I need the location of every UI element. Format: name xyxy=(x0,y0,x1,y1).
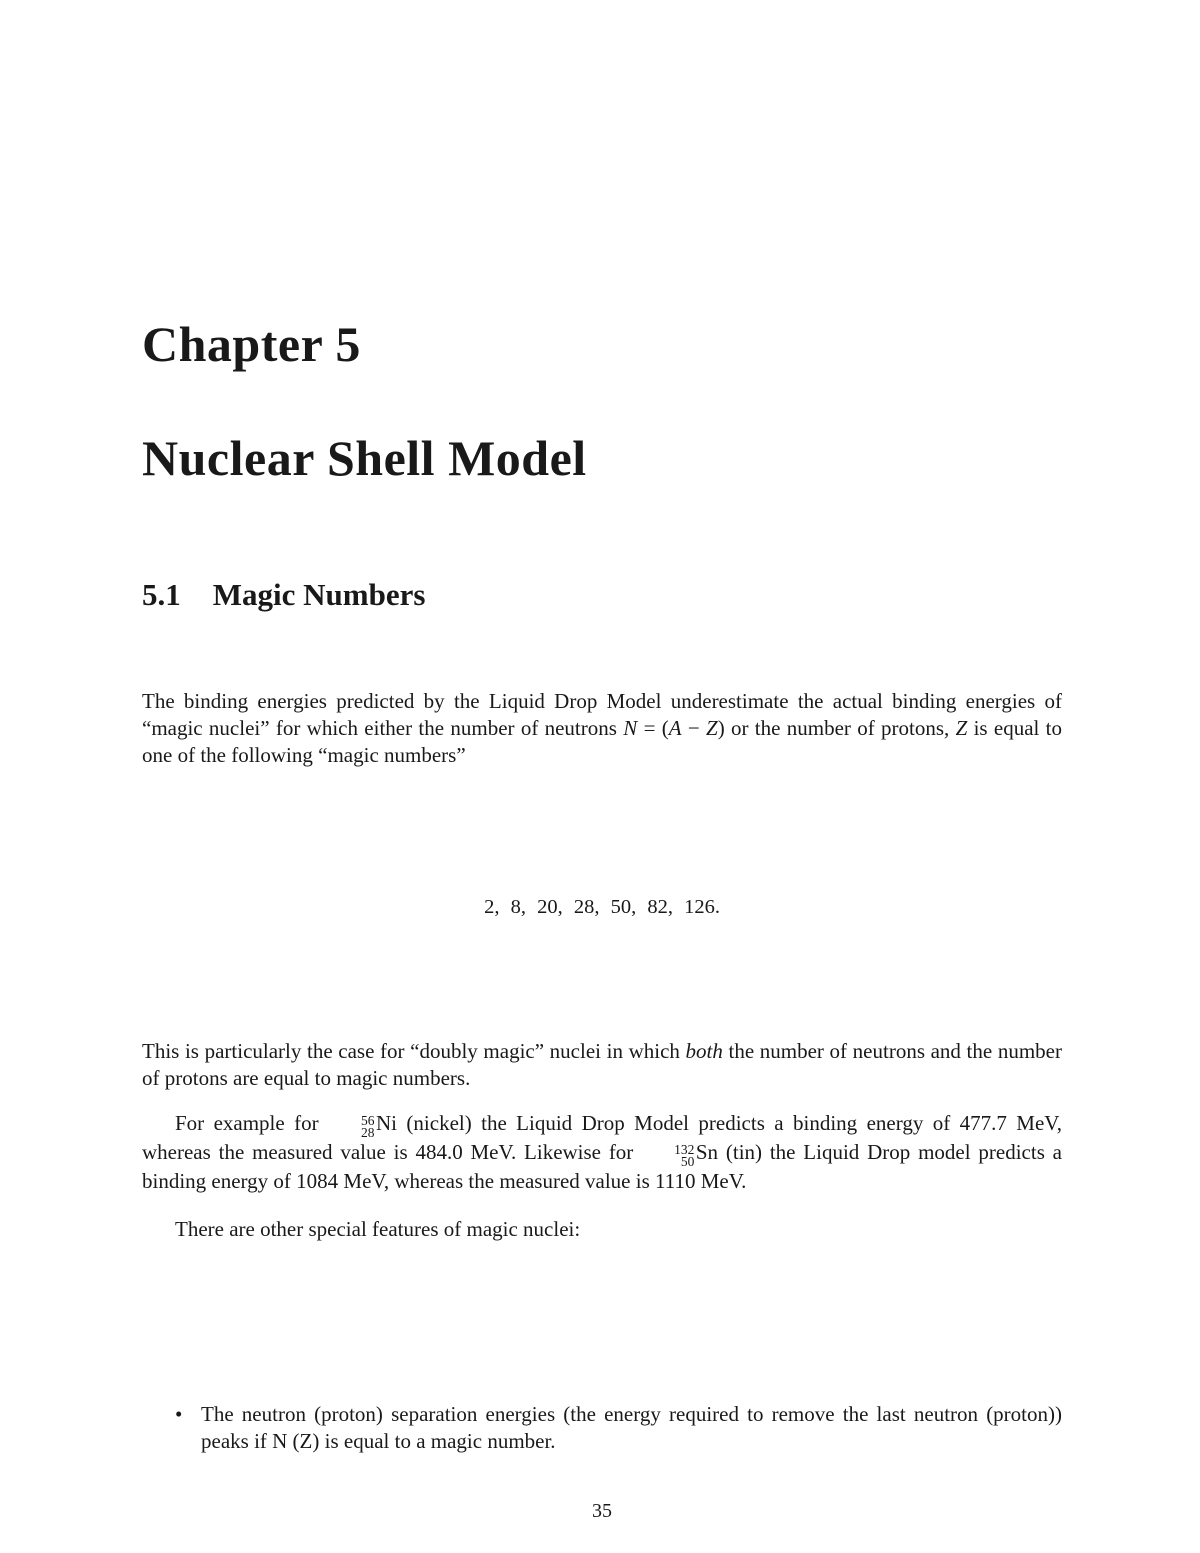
emphasis-both: both xyxy=(685,1039,723,1063)
math-var-N: N xyxy=(623,716,638,740)
isotope-tin-atomic-number: 50 xyxy=(680,1154,695,1169)
example-text-1: For example for xyxy=(175,1111,329,1135)
isotope-nickel xyxy=(328,1111,398,1140)
math-var-A: A xyxy=(668,716,682,740)
isotope-nickel-numbers xyxy=(328,1115,375,1139)
isotope-nickel-mass-number: 56 xyxy=(361,1113,375,1128)
intro-text-2: = ( xyxy=(637,716,669,740)
features-list xyxy=(142,1401,1062,1455)
intro-text-3: ) or the number of protons, xyxy=(717,716,956,740)
minus-sign: − xyxy=(681,716,707,740)
intro-text-4: is equal to one of the following “magic numbers” xyxy=(142,716,1062,767)
paragraph-intro xyxy=(142,688,1062,769)
paragraph-doubly-magic xyxy=(142,1038,1062,1092)
isotope-tin-numbers xyxy=(641,1144,694,1168)
chapter-number-heading: Chapter 5 xyxy=(142,316,361,372)
paragraph-features-intro: There are other special features of magic nuclei: xyxy=(175,1217,581,1241)
magic-numbers-equation: 2, 8, 20, 28, 50, 82, 126. xyxy=(484,896,720,918)
math-var-Z: Z xyxy=(706,716,718,740)
page-number-label: 35 xyxy=(592,1500,612,1522)
page-content xyxy=(142,0,1062,1525)
intro-text-1: The binding energies predicted by the Liquid Drop Model underestimate the actual binding energies of “magic nuclei” for which either the number of neutrons xyxy=(142,689,1062,740)
bullet-icon: • xyxy=(175,1402,183,1426)
list-item-text: The neutron (proton) separation energies (the energy required to remove the last neutron (proton)) peaks if N (Z) is equal to a magic number. xyxy=(201,1402,1062,1453)
doubly-magic-text-1: This is particularly the case for “doubly magic” nuclei in which xyxy=(142,1039,686,1063)
example-text-2: (nickel) the Liquid Drop Model predicts a binding energy of 477.7 MeV, whereas the measured value is 484.0 MeV. Likewise for xyxy=(142,1111,1062,1164)
isotope-nickel-atomic-number: 28 xyxy=(361,1125,375,1140)
isotope-tin-mass-number: 132 xyxy=(674,1142,695,1157)
section-number: 5.1 xyxy=(142,577,181,612)
list-item xyxy=(142,1401,1062,1455)
isotope-nickel-symbol: Ni xyxy=(376,1111,398,1135)
isotope-tin xyxy=(641,1140,719,1169)
doubly-magic-text-2: the number of neutrons and the number of protons are equal to magic numbers. xyxy=(142,1039,1062,1090)
section-title: Magic Numbers xyxy=(212,577,426,612)
chapter-title-heading: Nuclear Shell Model xyxy=(142,430,587,486)
isotope-tin-symbol: Sn xyxy=(695,1140,719,1164)
paragraph-example xyxy=(142,1110,1062,1195)
math-var-Z-2: Z xyxy=(955,716,968,740)
example-text-3: (tin) the Liquid Drop model predicts a binding energy of 1084 MeV, whereas the measured value is 1110 MeV. xyxy=(142,1140,1062,1193)
section-heading xyxy=(142,578,1062,612)
